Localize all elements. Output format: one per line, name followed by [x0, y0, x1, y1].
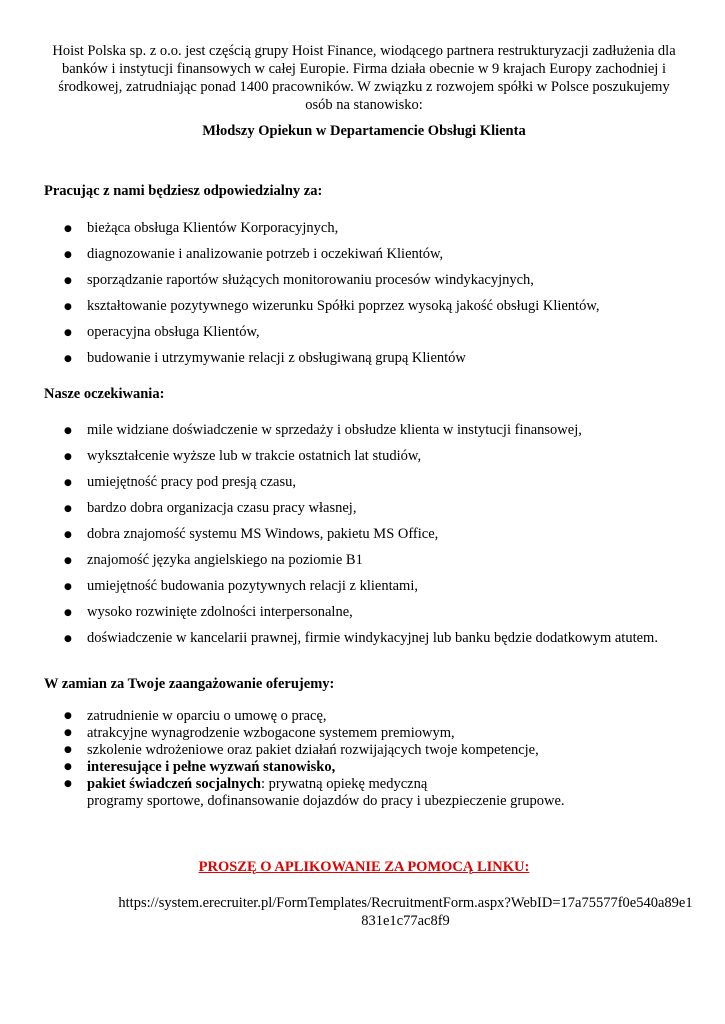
expectations-list [0, 421, 690, 655]
bullet-icon: ● [64, 582, 72, 592]
list-item-text: bieżąca obsługa Klientów Korporacyjnych, [87, 220, 339, 236]
list-item [0, 708, 690, 725]
list-item [0, 421, 690, 447]
bullet-icon: ● [64, 224, 72, 234]
list-item-text: znajomość języka angielskiego na poziomie B1 [87, 552, 363, 568]
list-item-text: dobra znajomość systemu MS Windows, pakietu MS Office, [87, 526, 439, 542]
offer-heading: W zamian za Twoje zaangażowanie oferujemy: [44, 676, 335, 692]
bullet-icon: ● [64, 250, 72, 260]
list-item-text: mile widziane doświadczenie w sprzedaży i obsłudze klienta w instytucji finansowej, [87, 422, 582, 438]
bullet-icon: ● [64, 328, 72, 338]
list-item [0, 776, 690, 810]
company-intro: Hoist Polska sp. z o.o. jest częścią grupy Hoist Finance, wiodącego partnera restrukturyzacji zadłużenia dla banków i instytucji finansowych w całej Europie. Firma działa obecnie w 9 krajach Europy zachodniej i środkowej, zatrudniając ponad 1400 pracowników. W związku z rozwojem spółki w Polsce poszukujemy osób na stanowisko: [52, 43, 676, 113]
bullet-icon: ● [64, 302, 72, 312]
bullet-icon: ● [64, 556, 72, 566]
list-item-text: umiejętność budowania pozytywnych relacji z klientami, [87, 578, 418, 594]
bullet-icon: ● [64, 530, 72, 540]
list-item [0, 759, 690, 776]
bullet-icon: ● [64, 504, 72, 514]
list-item [0, 725, 690, 742]
expectations-heading: Nasze oczekiwania: [44, 386, 165, 402]
list-item-text: szkolenie wdrożeniowe oraz pakiet działań rozwijających twoje kompetencje, [87, 742, 539, 758]
application-link[interactable]: https://system.erecruiter.pl/FormTemplates/RecruitmentForm.aspx?WebID=17a75577f0e540a89e1831e1c77ac8f9 [118, 895, 693, 929]
list-item-text: diagnozowanie i analizowanie potrzeb i oczekiwań Klientów, [87, 246, 444, 262]
list-item [0, 349, 690, 375]
list-item-text: doświadczenie w kancelarii prawnej, firmie windykacyjnej lub banku będzie dodatkowym atutem. [87, 630, 658, 646]
job-title: Młodszy Opiekun w Departamencie Obsługi Klienta [202, 123, 526, 139]
list-item [0, 499, 690, 525]
bullet-icon: ● [64, 728, 72, 738]
list-item-text: umiejętność pracy pod presją czasu, [87, 474, 296, 490]
bullet-icon: ● [64, 634, 72, 644]
list-item [0, 473, 690, 499]
bullet-icon: ● [64, 354, 72, 364]
benefits-package-text: : prywatną opiekę medyczną [261, 776, 428, 792]
list-item [0, 742, 690, 759]
bullet-icon: ● [64, 745, 72, 755]
bullet-icon: ● [64, 762, 72, 772]
list-item [0, 245, 690, 271]
list-item-text: kształtowanie pozytywnego wizerunku Spółki poprzez wysoką jakość obsługi Klientów, [87, 298, 600, 314]
list-item [0, 603, 690, 629]
bullet-icon: ● [64, 426, 72, 436]
list-item-text: atrakcyjne wynagrodzenie wzbogacone systemem premiowym, [87, 725, 455, 741]
bullet-icon: ● [64, 478, 72, 488]
offer-list [0, 708, 690, 810]
bullet-icon: ● [64, 608, 72, 618]
bullet-icon: ● [64, 711, 72, 721]
apply-instruction: PROSZĘ O APLIKOWANIE ZA POMOCĄ LINKU: [198, 859, 530, 875]
list-item [0, 271, 690, 297]
list-item [0, 525, 690, 551]
bullet-icon: ● [64, 779, 72, 789]
list-item-text: zatrudnienie w oparciu o umowę o pracę, [87, 708, 327, 724]
bullet-icon: ● [64, 276, 72, 286]
list-item [0, 577, 690, 603]
benefits-package-label: pakiet świadczeń socjalnych [87, 776, 261, 792]
responsibilities-list [0, 219, 690, 375]
list-item-text: operacyjna obsługa Klientów, [87, 324, 260, 340]
responsibilities-heading: Pracując z nami będziesz odpowiedzialny za: [44, 183, 323, 199]
bullet-icon: ● [64, 452, 72, 462]
list-item-text: interesujące i pełne wyzwań stanowisko, [87, 759, 336, 775]
list-item-text: wykształcenie wyższe lub w trakcie ostatnich lat studiów, [87, 448, 422, 464]
list-item-text: budowanie i utrzymywanie relacji z obsługiwaną grupą Klientów [87, 350, 466, 366]
list-item [0, 447, 690, 473]
list-item [0, 551, 690, 577]
list-item-text: sporządzanie raportów służących monitorowaniu procesów windykacyjnych, [87, 272, 534, 288]
list-item [0, 323, 690, 349]
list-item [0, 219, 690, 245]
list-item [0, 297, 690, 323]
benefits-package-details: programy sportowe, dofinansowanie dojazdów do pracy i ubezpieczenie grupowe. [87, 793, 565, 809]
list-item-text: wysoko rozwinięte zdolności interpersonalne, [87, 604, 353, 620]
list-item [0, 629, 690, 655]
list-item-text: bardzo dobra organizacja czasu pracy własnej, [87, 500, 357, 516]
